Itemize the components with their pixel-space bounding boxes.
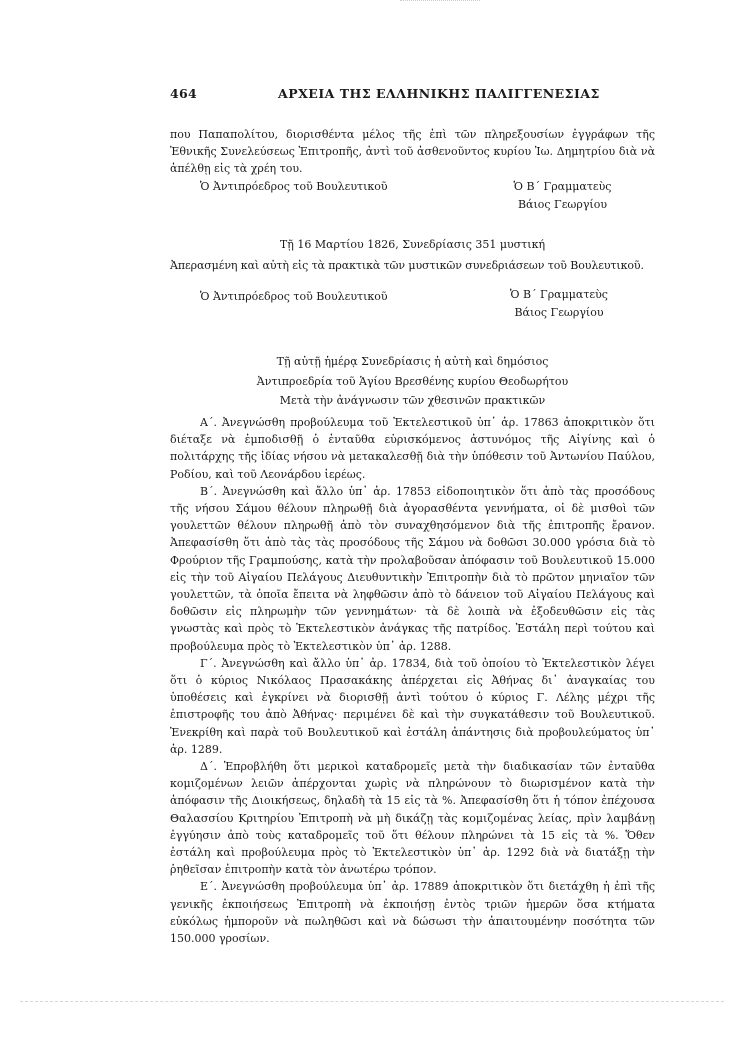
session-1-text: Ἀπερασμένη καὶ αὐτὴ εἰς τὰ πρακτικὰ τῶν μυστικῶν συνεδριάσεων τοῦ Βουλευτικοῦ. [170,259,644,272]
items-list [170,414,655,947]
signature-right-title-2: Ὁ Β΄ Γραμματεὺς [510,288,608,301]
item-a: Α΄. Ἀνεγνώσθη προβούλευμα τοῦ Ἐκτελεστικοῦ ὑπ᾿ ἀρ. 17863 ἀποκριτικὸν ὅτι διέταξε νὰ ἐμποδισθῇ ὁ ἐνταῦθα εὑρισκόμενος ἀστυνόμος τῆς Αἰγίνης καὶ ὁ πολιτάρχης τῆς ἰδίας νήσου νὰ μετακαλεσθῇ διὰ τὴν ὑπόθεσιν τοῦ Ἀντωνίου Παύλου, Ροδίου, καὶ τοῦ Λεονάρδου ἱερέως. [170,416,655,481]
session-2-heading [170,352,655,411]
signature-right-2 [494,286,624,321]
signature-left-1: Ὁ Ἀντιπρόεδρος τοῦ Βουλευτικοῦ [200,180,388,193]
scan-artifact-top [400,0,480,3]
item-e: Ε΄. Ἀνεγνώσθη προβούλευμα ὑπ᾿ ἀρ. 17889 ἀποκριτικὸν ὅτι διετάχθη ἡ ἐπὶ τῆς γενικῆς ἐκποιήσεως Ἐπιτροπὴ νὰ ἐκποιήσῃ ἐντὸς τριῶν ἡμερῶν ὅσα κτήματα εὐκόλως ἠμποροῦν νὰ πωληθῶσι καὶ νὰ δώσωσι τὴν ἀπαιτουμένην ποσότητα τῶν 150.000 γροσίων. [170,880,655,946]
item-b: Β΄. Ἀνεγνώσθη καὶ ἄλλο ὑπ᾿ ἀρ. 17853 εἰδοποιητικὸν ὅτι ἀπὸ τὰς προσόδους τῆς νήσου Σάμου θέλουν πληρωθῇ διὰ ἀγορασθέντα γεννήματα, οἱ δὲ μισθοὶ τῶν γουλεττῶν θέλουν πληρωθῇ ἀπὸ τὸν συναχθησόμενον διὰ τῆς ἐπιτροπῆς ἔρανον. Ἀπεφασίσθη ὅτι ἀπὸ τὰς τὰς προσόδους τῆς Σάμου νὰ δοθῶσι 30.000 γρόσια διὰ τὸ Φρούριον τῆς Γραμπούσης, κατὰ τὴν προλαβοῦσαν ἀπόφασιν τοῦ Βουλευτικοῦ 15.000 εἰς τὴν τοῦ Αἰγαίου Πελάγους Διευθυντικὴν Ἐπιτροπὴν διὰ τὸ πρῶτον μηνιαῖον τῶν γουλεττῶν, τὰ ὁποῖα ἔπειτα νὰ ληφθῶσιν ἀπὸ τὸ δάνειον τοῦ Αἰγαίου Πελάγους καὶ δοθῶσιν εἰς πληρωμὴν τῶν γεννημάτων· τὰ δὲ λοιπὰ νὰ ἐξοδευθῶσιν εἰς τὰς γνωστὰς καὶ πρὸς τὸ Ἐκτελεστικὸν ἀνάγκας τῆς πατρίδος. Ἐστάλη περὶ τούτου καὶ προβούλευμα πρὸς τὸ Ἐκτελεστικὸν ὑπ᾿ ἀρ. 1288. [170,484,655,653]
signature-right-name-2: Βάιος Γεωργίου [514,305,604,319]
signature-right-name-1: Βάιος Γεωργίου [517,197,608,211]
page-header [170,86,650,106]
session-1-heading: Τῇ 16 Μαρτίου 1826, Συνεδρίασις 351 μυστική [279,238,546,251]
signature-right-title-1: Ὁ Β΄ Γραμματεὺς [513,180,612,193]
opening-text: που Παπαπολίτου, διορισθέντα μέλος τῆς ἐπὶ τῶν πληρεξουσίων ἐγγράφων τῆς Ἐθνικῆς Συνελεύσεως Ἐπιτροπῆς, ἀντὶ τοῦ ἀσθενοῦντος κυρίου Ἰω. Δημητρίου διὰ νὰ ἀπέλθῃ εἰς τὰ χρέη του. [170,128,655,176]
signature-right-1 [500,178,625,213]
running-head: ΑΡΧΕΙΑ ΤΗΣ ΕΛΛΗΝΙΚΗΣ ΠΑΛΙΓΓΕΝΕΣΙΑΣ [278,86,600,101]
page-number: 464 [170,86,197,101]
session-2-line-3: Μετὰ τὴν ἀνάγνωσιν τῶν χθεσινῶν πρακτικῶν [279,394,546,407]
item-c: Γ΄. Ἀνεγνώσθη καὶ ἄλλο ὑπ᾿ ἀρ. 17834, διὰ τοῦ ὁποίου τὸ Ἐκτελεστικὸν λέγει ὅτι ὁ κύριος Νικόλαος Πρασακάκης ἀπέρχεται εἰς Ἀθήνας δι᾿ ἀναγκαίας του ὑποθέσεις καὶ ἐγκρίνει νὰ διορισθῇ ἀντὶ τούτου ὁ κύριος Γ. Λέλης μέχρι τῆς ἐπιστροφῆς του ἀπὸ Ἀθήνας· περιμένει δὲ καὶ τὴν συγκατάθεσιν τοῦ Βουλευτικοῦ. Ἐνεκρίθη καὶ παρὰ τοῦ Βουλευτικοῦ καὶ ἐστάλη ἀπάντησις διὰ προβουλεύματος ὑπ᾿ ἀρ. 1289. [170,656,655,756]
scan-artifact-bottom [20,1001,724,1002]
session-2-line-2: Ἀντιπροεδρία τοῦ Ἁγίου Βρεσθένης κυρίου Θεοδωρήτου [256,374,569,388]
signature-left-2: Ὁ Ἀντιπρόεδρος τοῦ Βουλευτικοῦ [200,290,388,303]
item-d: Δ΄. Ἐπροβλήθη ὅτι μερικοὶ καταδρομεῖς μετὰ τὴν διαδικασίαν τῶν ἐνταῦθα κομιζομένων λειῶν ἀπέρχονται χωρὶς νὰ πληρώνουν τὸ διωρισμένον κατὰ τὴν ἀπόφασιν τῆς Διοικήσεως, δηλαδὴ τὰ 15 εἰς τὰ %. Ἀπεφασίσθη ὅτι ἡ τόπον ἐπέχουσα Θαλασσίου Κριτηρίου Ἐπιτροπὴ νὰ μὴ δικάζῃ τὰς κομιζομένας λείας, πρὶν λαμβάνῃ ἐγγύησιν ἀπὸ τοὺς καταδρομεῖς τοῦ ὅτι θέλουν πληρώνει τὰ 15 εἰς τὰ %. Ὅθεν ἐστάλη καὶ προβούλευμα πρὸς τὸ Ἐκτελεστικὸν ὑπ᾿ ἀρ. 1292 διὰ νὰ διατάξῃ τὴν ῥηθεῖσαν ἐπιτροπὴν κατὰ τὸν ἀνωτέρω τρόπον. [170,760,655,877]
opening-paragraph [170,126,655,178]
session-2-line-1: Τῇ αὐτῇ ἡμέρᾳ Συνεδρίασις ἡ αὐτὴ καὶ δημόσιος [276,355,549,368]
